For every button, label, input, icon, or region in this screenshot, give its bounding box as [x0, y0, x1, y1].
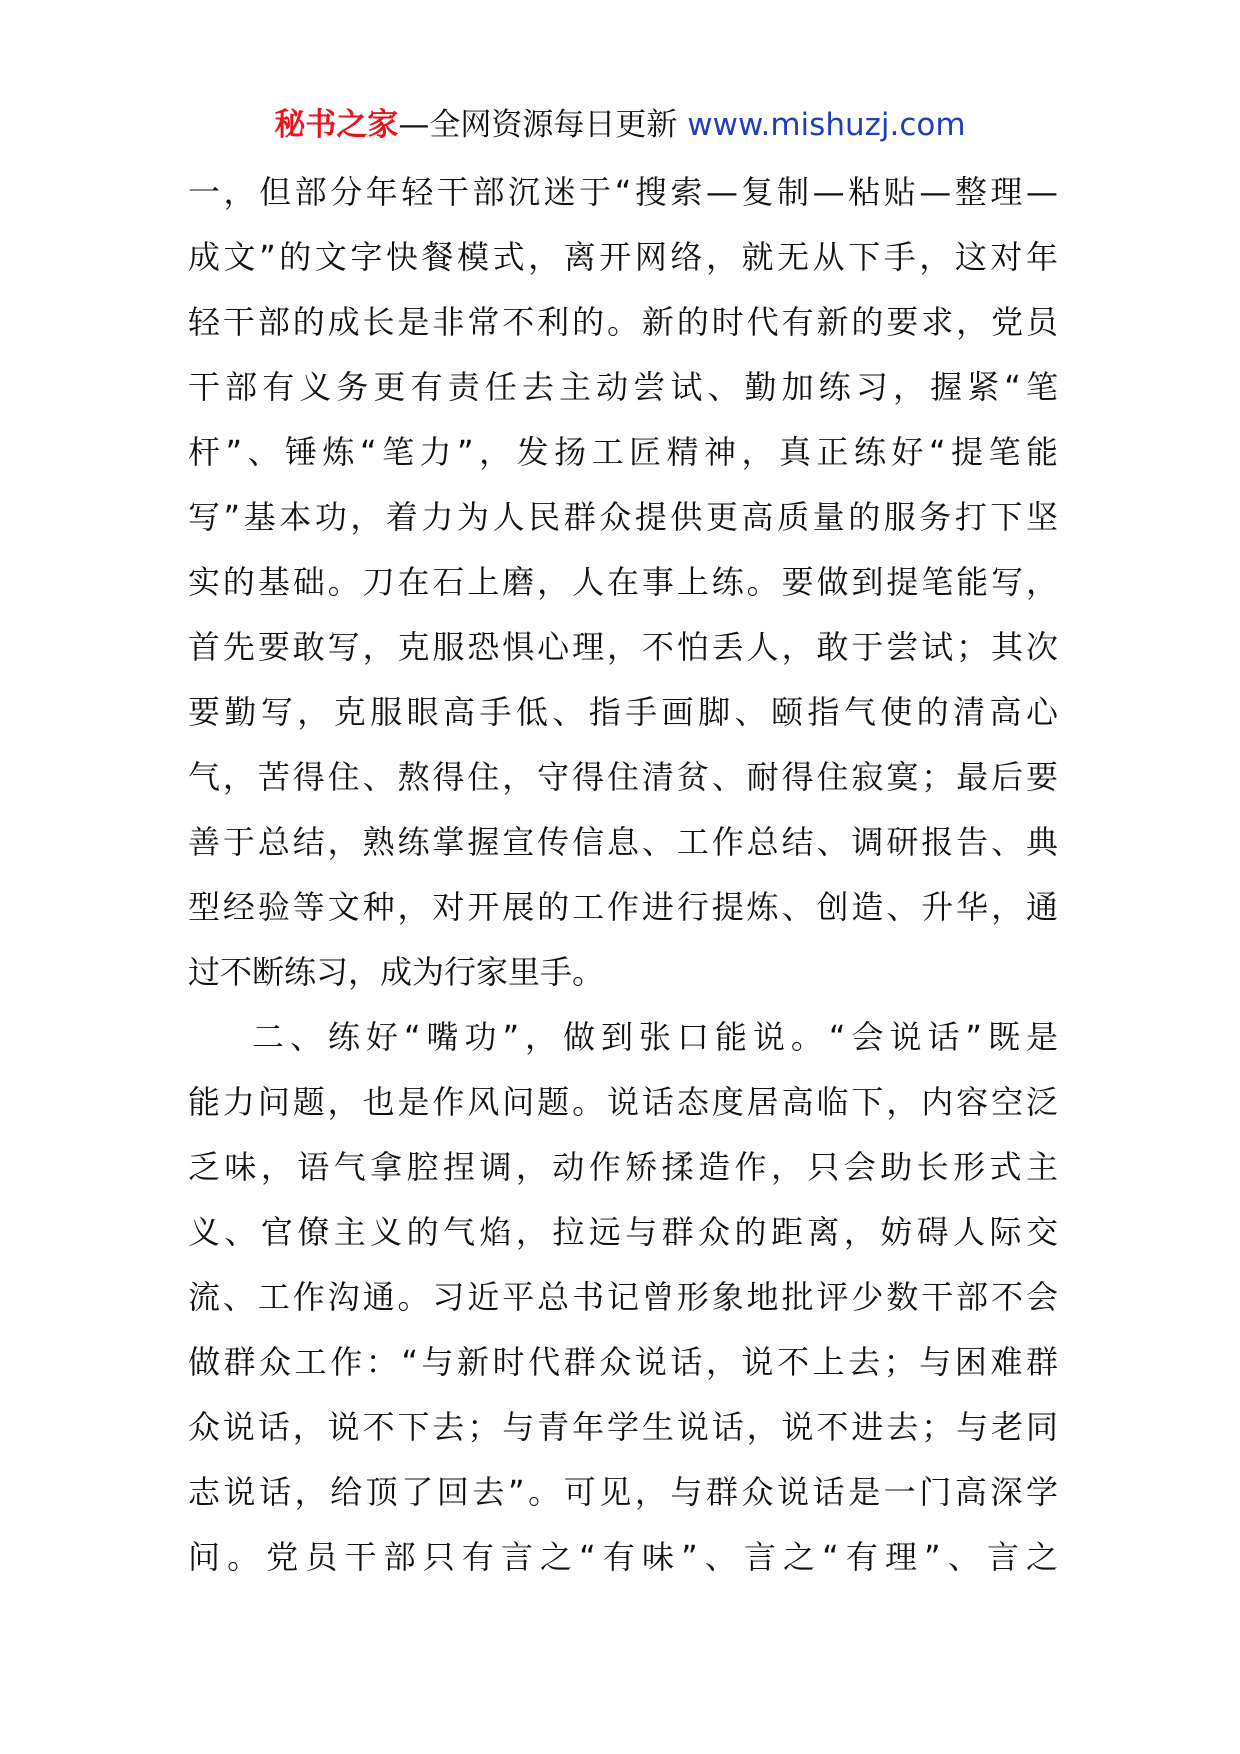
- text-line: 杆”、锤炼“笔力”，发扬工匠精神，真正练好“提笔能: [188, 433, 1058, 471]
- text-line: 众说话，说不下去；与青年学生说话，说不进去；与老同: [188, 1408, 1058, 1446]
- section-heading-line: 二、练好“嘴功”，做到张口能说。“会说话”既是: [252, 1018, 1058, 1056]
- text-line: 志说话，给顶了回去”。可见，与群众说话是一门高深学: [188, 1473, 1058, 1511]
- text-line: 要勤写，克服眼高手低、指手画脚、颐指气使的清高心: [188, 693, 1058, 731]
- text-line: 写”基本功，着力为人民群众提供更高质量的服务打下坚: [188, 498, 1058, 536]
- text-line: 能力问题，也是作风问题。说话态度居高临下，内容空泛: [188, 1083, 1058, 1121]
- text-line: 善于总结，熟练掌握宣传信息、工作总结、调研报告、典: [188, 823, 1058, 861]
- text-line: 干部有义务更有责任去主动尝试、勤加练习，握紧“笔: [188, 368, 1058, 406]
- text-line: 轻干部的成长是非常不利的。新的时代有新的要求，党员: [188, 303, 1058, 341]
- site-url-link[interactable]: www.mishuzj.com: [687, 107, 966, 143]
- text-line: 型经验等文种，对开展的工作进行提炼、创造、升华，通: [188, 888, 1058, 926]
- text-line: 首先要敢写，克服恐惧心理，不怕丢人，敢于尝试；其次: [188, 628, 1058, 666]
- text-line: 义、官僚主义的气焰，拉远与群众的距离，妨碍人际交: [188, 1213, 1058, 1251]
- text-line: 一，但部分年轻干部沉迷于“搜索—复制—粘贴—整理—: [188, 173, 1058, 211]
- brand-name: 秘书之家: [274, 107, 399, 143]
- header-tagline: —全网资源每日更新: [398, 107, 688, 143]
- document-body: [188, 160, 1058, 1590]
- text-line: 流、工作沟通。习近平总书记曾形象地批评少数干部不会: [188, 1278, 1058, 1316]
- text-line: 做群众工作：“与新时代群众说话，说不上去；与困难群: [188, 1343, 1058, 1381]
- text-line: 气，苦得住、熬得住，守得住清贫、耐得住寂寞；最后要: [188, 758, 1058, 796]
- site-header: [0, 100, 1240, 150]
- text-line: 过不断练习，成为行家里手。: [188, 953, 605, 991]
- text-line: 乏味，语气拿腔捏调，动作矫揉造作，只会助长形式主: [188, 1148, 1058, 1186]
- text-line: 问。党员干部只有言之“有味”、言之“有理”、言之: [188, 1538, 1058, 1576]
- text-line: 实的基础。刀在石上磨，人在事上练。要做到提笔能写，: [188, 563, 1058, 601]
- text-line: 成文”的文字快餐模式，离开网络，就无从下手，这对年: [188, 238, 1058, 276]
